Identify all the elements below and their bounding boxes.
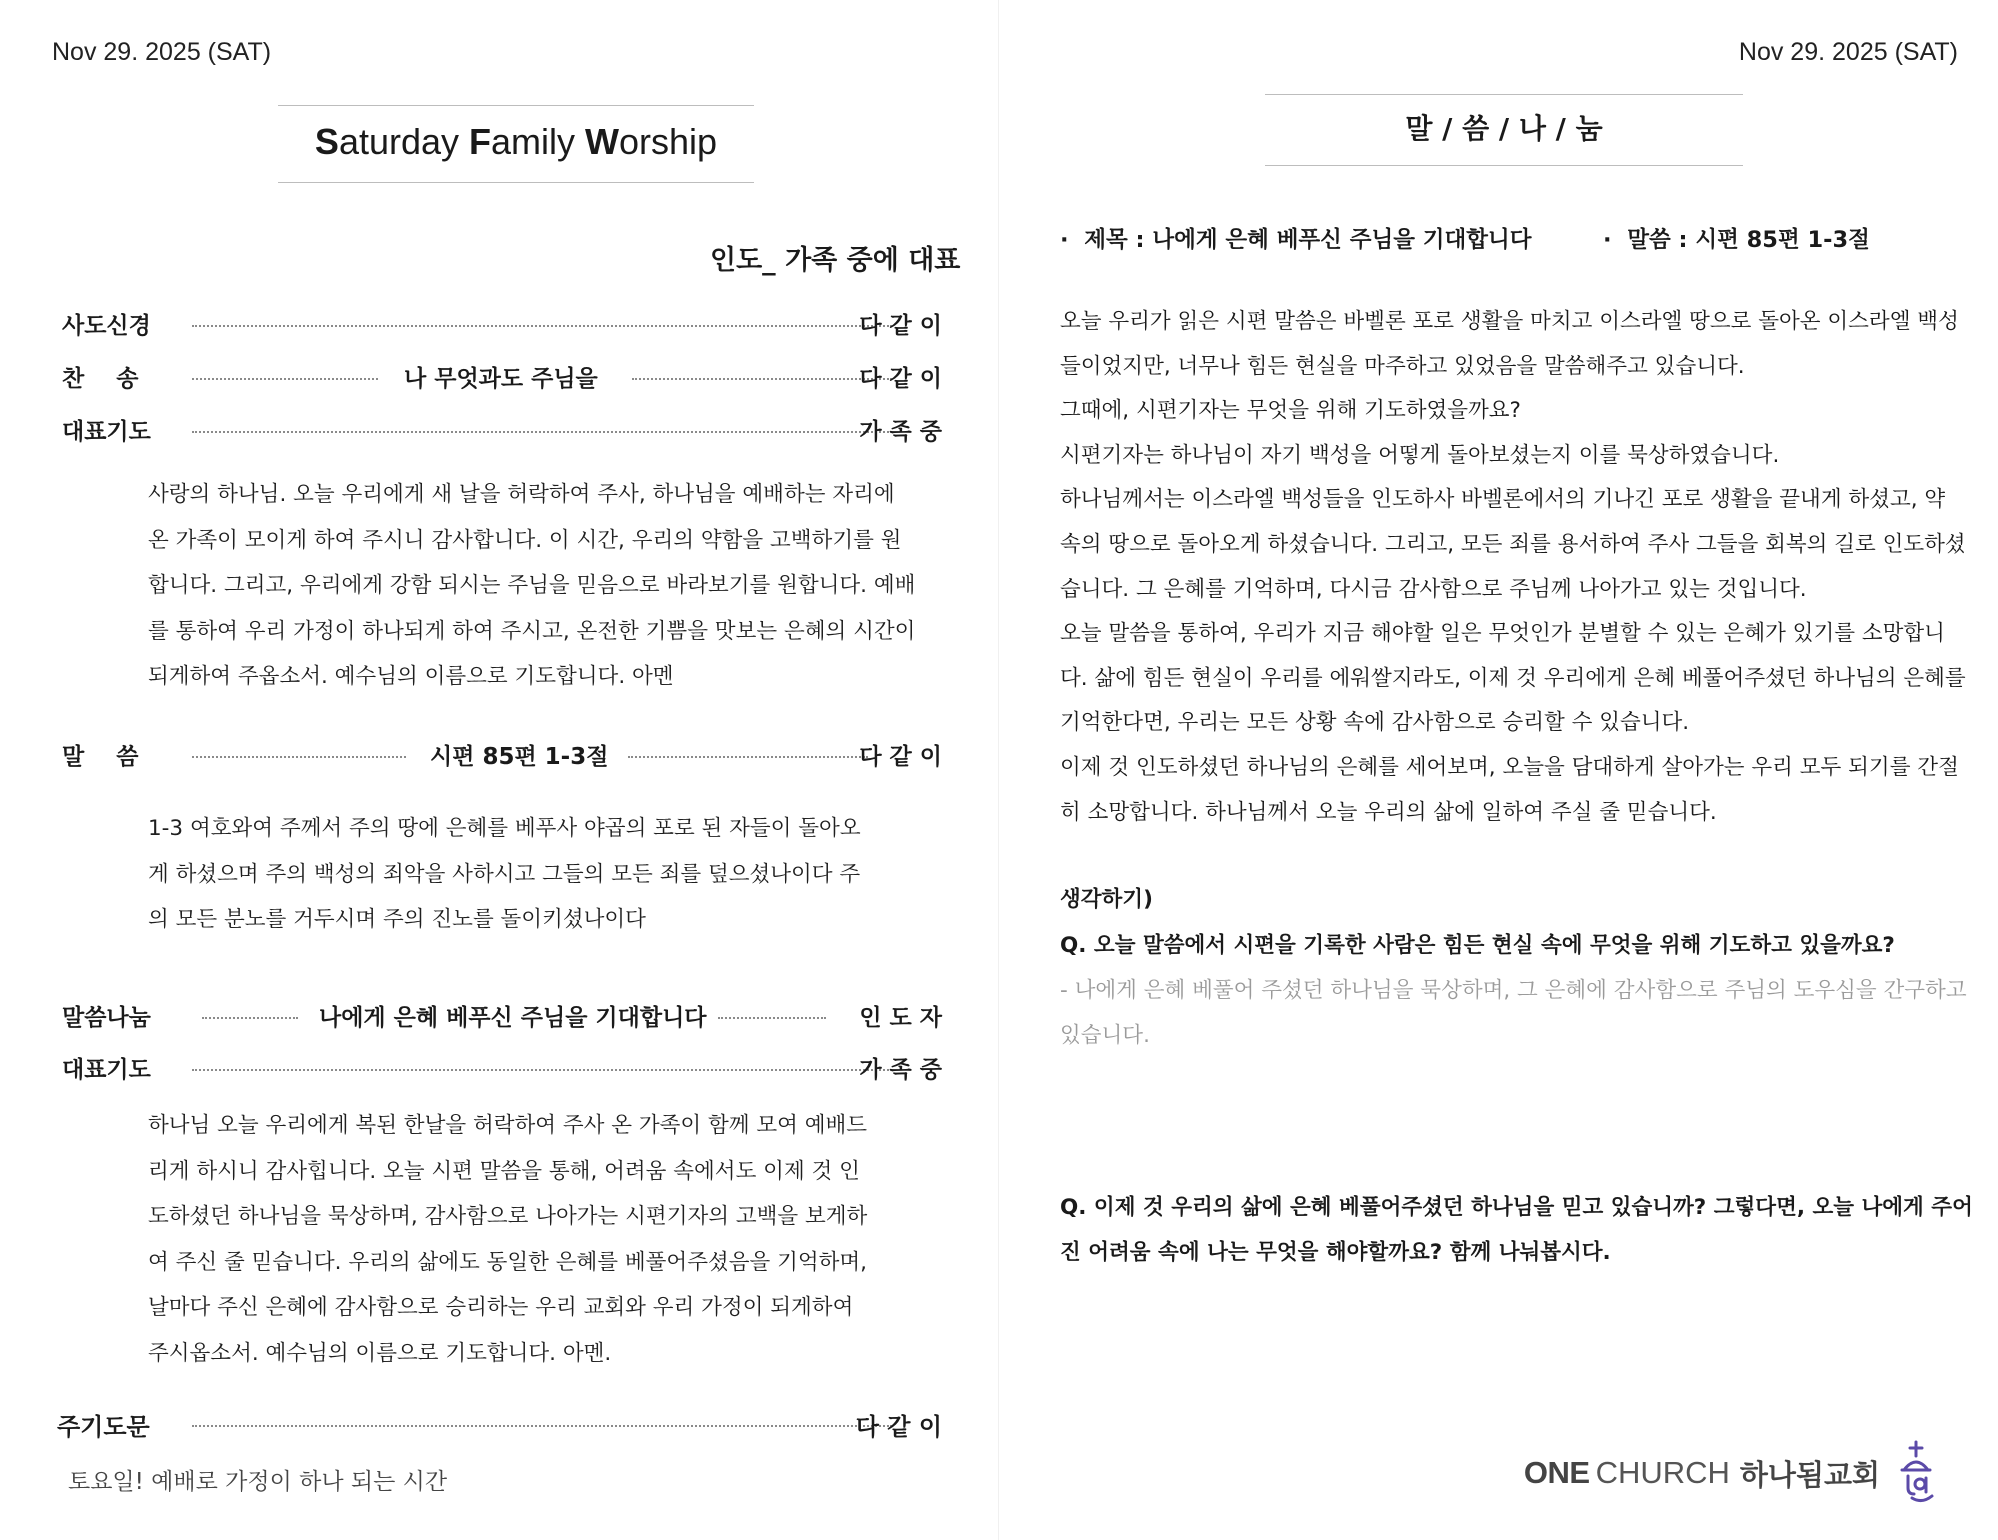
question-2: Q. 이제 것 우리의 삶에 은혜 베풀어주셨던 하나님을 믿고 있습니까? 그렇다면, 오늘 나에게 주어 진 어려움 속에 나는 무엇을 해야할까요? 함께 나눠봅시다. — [1060, 1195, 1973, 1265]
logo-church: CHURCH — [1595, 1455, 1730, 1490]
answer-1: - 나에게 은혜 베풀어 주셨던 하나님을 묵상하며, 그 은혜에 감사함으로 주님의 도우심을 간구하고 있습니다. — [1060, 978, 1967, 1048]
church-logo — [1524, 1438, 1938, 1508]
order-label: 찬 송 — [62, 366, 139, 392]
logo-korean-name: 하나됨교회 — [1739, 1457, 1880, 1492]
right-date: Nov 29. 2025 (SAT) — [1738, 38, 1958, 66]
dotted-leader — [718, 1017, 826, 1019]
left-date: Nov 29. 2025 (SAT) — [52, 38, 272, 66]
dotted-leader — [192, 325, 892, 327]
order-row-hymn — [62, 356, 942, 396]
order-row-creed — [62, 303, 942, 343]
order-who: 다 같 이 — [859, 313, 942, 339]
order-who: 인 도 자 — [859, 1005, 942, 1031]
logo-one: ONE — [1523, 1455, 1590, 1490]
dotted-leader — [192, 378, 378, 380]
order-label: 대표기도 — [62, 1057, 151, 1083]
reflection-heading: 생각하기) — [1060, 887, 1153, 912]
sharing-page-title: 말 / 씀 / 나 / 눔 — [1405, 112, 1603, 145]
order-who: 다 같 이 — [855, 1413, 942, 1441]
order-label: 주기도문 — [57, 1413, 150, 1441]
order-label: 사도신경 — [62, 313, 151, 339]
sharing-title: 나에게 은혜 베푸신 주님을 기대합니다 — [319, 1005, 707, 1031]
order-label: 대표기도 — [62, 419, 151, 445]
scripture-reference: 시편 85편 1-3절 — [430, 744, 609, 770]
dotted-leader — [192, 1069, 892, 1071]
order-row-prayer — [62, 409, 942, 449]
footer-slogan: 토요일! 예배로 가정이 하나 되는 시간 — [68, 1469, 448, 1495]
opening-prayer-text: 사랑의 하나님. 오늘 우리에게 새 날을 허락하여 주사, 하나님을 예배하는 자리에 온 가족이 모이게 하여 주시니 감사합니다. 이 시간, 우리의 약함을 고백하기를 원 합니다. 그리고, 우리에게 강함 되시는 주님을 믿음으로 바라보기를 원합니다. 예배 를 통하여 우리 가정이 하나되게 하여 주시고, 온전한 기쁨을 맛보는 은혜의 시간이 되게하여 주옵소서. 예수님의 이름으로 기도합니다. 아멘 — [148, 482, 916, 689]
order-who: 가 족 중 — [859, 419, 942, 445]
sharing-title-box — [1265, 94, 1743, 166]
worship-title-box — [278, 105, 754, 183]
order-row-sharing — [62, 995, 942, 1035]
dotted-leader — [202, 1017, 298, 1019]
order-label: 말 씀 — [62, 744, 139, 770]
order-row-word — [62, 734, 942, 774]
order-who: 다 같 이 — [859, 744, 942, 770]
scripture-text: 1-3 여호와여 주께서 주의 땅에 은혜를 베푸사 야곱의 포로 된 자들이 돌아오 게 하셨으며 주의 백성의 죄악을 사하시고 그들의 모든 죄를 덮으셨나이다 주 의 모든 분노를 거두시며 주의 진노를 돌이키셨나이다 — [148, 816, 861, 932]
sermon-passage: · 말씀 : 시편 85편 1-3절 — [1603, 227, 1870, 253]
dotted-leader — [628, 756, 868, 758]
leader-line: 인도_ 가족 중에 대표 — [710, 245, 961, 276]
dotted-leader — [192, 756, 406, 758]
order-who: 다 같 이 — [859, 366, 942, 392]
dotted-leader — [192, 1425, 892, 1427]
sermon-body: 오늘 우리가 읽은 시편 말씀은 바벨론 포로 생활을 마치고 이스라엘 땅으로 돌아온 이스라엘 백성 들이었지만, 너무나 힘든 현실을 마주하고 있었음을 말씀해주고 있습니다. 그때에, 시편기자는 무엇을 위해 기도하였을까요? 시편기자는 하나님이 자기 백성을 어떻게 돌아보셨는지 이를 묵상하였습니다. 하나님께서는 이스라엘 백성들을 인도하사 바벨론에서의 기나긴 포로 생활을 끝내게 하셨고, 약 속의 땅으로 돌아오게 하셨습니다. 그리고, 모든 죄를 용서하여 주사 그들을 회복의 길로 인도하셨 습니다. 그 은혜를 기억하며, 다시금 감사함으로 주님께 나아가고 있는 것입니다. 오늘 말씀을 통하여, 우리가 지금 해야할 일은 무엇인가 분별할 수 있는 은혜가 있기를 소망합니 다. 삶에 힘든 현실이 우리를 에워쌀지라도, 이제 것 우리에게 은혜 베풀어주셨던 하나님의 은혜를 기억한다면, 우리는 모든 상황 속에 감사함으로 승리할 수 있습니다. 이제 것 인도하셨던 하나님의 은혜를 세어보며, 오늘을 담대하게 살아가는 우리 모두 되기를 간절 히 소망합니다. 하나님께서 오늘 우리의 삶에 일하여 주실 줄 믿습니다. — [1060, 309, 1966, 825]
sermon-subject: · 제목 : 나에게 은혜 베푸신 주님을 기대합니다 — [1060, 227, 1532, 253]
order-who: 가 족 중 — [859, 1057, 942, 1083]
dotted-leader — [192, 431, 892, 433]
question-1: Q. 오늘 말씀에서 시편을 기록한 사람은 힘든 현실 속에 무엇을 위해 기도하고 있을까요? — [1060, 933, 1895, 958]
hymn-title: 나 무엇과도 주님을 — [404, 366, 598, 392]
order-row-prayer — [62, 1047, 942, 1087]
order-label: 말씀나눔 — [62, 1005, 151, 1031]
page-divider — [998, 0, 999, 1540]
order-row-lords-prayer — [57, 1403, 942, 1443]
closing-prayer-text: 하나님 오늘 우리에게 복된 한날을 허락하여 주사 온 가족이 함께 모여 예배드 리게 하시니 감사힙니다. 오늘 시편 말씀을 통해, 어려움 속에서도 이제 것 인 도하셨던 하나님을 묵상하며, 감사함으로 나아가는 시편기자의 고백을 보게하 여 주신 줄 믿습니다. 우리의 삶에도 동일한 은혜를 베풀어주셨음을 기억하며, 날마다 주신 은혜에 감사함으로 승리하는 우리 교회와 우리 가정이 되게하여 주시옵소서. 예수님의 이름으로 기도합니다. 아멘. — [148, 1113, 868, 1366]
worship-title: Saturday Family Worship — [314, 121, 718, 162]
dotted-leader — [632, 378, 892, 380]
church-cross-icon — [1894, 1440, 1938, 1506]
